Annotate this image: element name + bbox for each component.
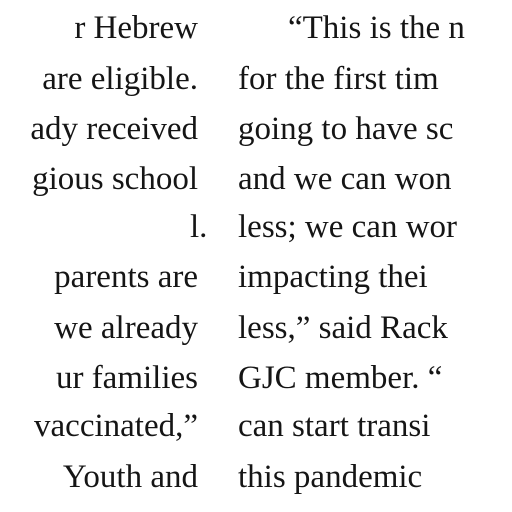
right-line-7: less,” said Rack (238, 310, 448, 346)
right-line-1: “This is the n (288, 10, 465, 46)
right-line-5: less; we can wor (238, 209, 458, 245)
left-line-5: l. (190, 209, 208, 245)
left-line-6: parents are (54, 259, 198, 295)
right-line-3: going to have sc (238, 111, 454, 147)
left-line-9: vaccinated,” (34, 408, 198, 444)
left-line-4: gious school (32, 161, 198, 197)
right-line-4: and we can won (238, 161, 452, 197)
left-line-8: ur families (55, 360, 198, 396)
right-line-8: GJC member. “ (238, 360, 443, 396)
left-line-10: Youth and (62, 459, 198, 495)
right-line-10: this pandemic (238, 459, 423, 495)
left-line-1: r Hebrew (74, 10, 198, 46)
right-line-2: for the first tim (238, 61, 439, 97)
left-line-7: we already (54, 310, 198, 346)
right-line-6: impacting thei (238, 259, 428, 295)
left-line-2: are eligible. (42, 61, 198, 97)
right-line-9: can start transi (238, 408, 431, 444)
left-line-3: ady received (30, 111, 198, 147)
